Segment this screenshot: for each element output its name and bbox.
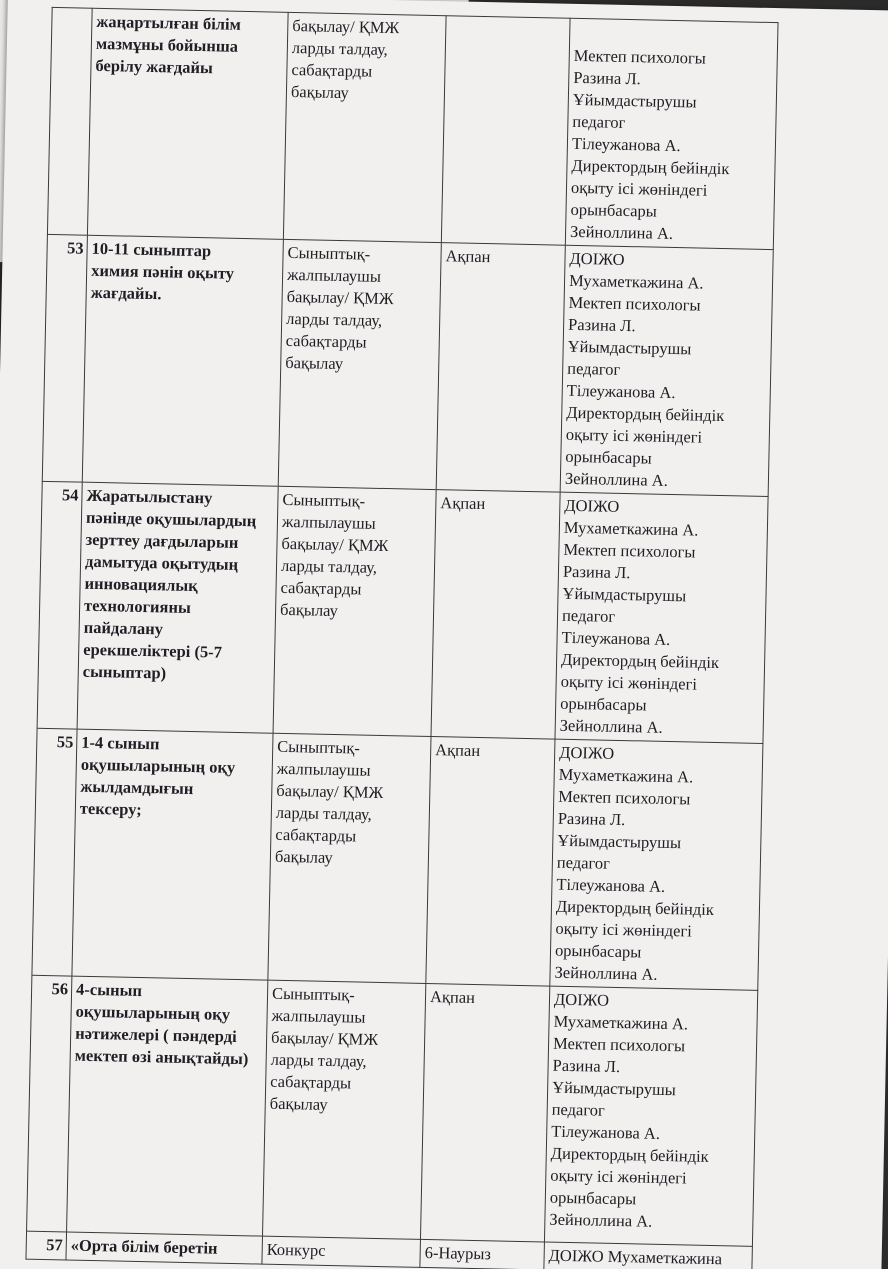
topic-text: 1-4 сынып оқушыларының оқу жылдамдығын тексеру; [79, 732, 236, 819]
row-method [273, 486, 436, 736]
method-text: Сыныптық- жалпылаушы бақылау/ ҚМЖ ларды талдау, сабақтарды бақылау [285, 242, 394, 374]
responsible-text: ДОІЖО Мухаметкажина А. Мектеп психологы Разина Л. Ұйымдастырушы педагог Тілеужанова А. Директордың бейіндік оқыту ісі жөніндегі орынбасары Зейноллина А. [554, 742, 715, 984]
row-number [47, 7, 92, 235]
row-date: Ақпан [420, 983, 549, 1242]
method-text: Конкурс [266, 1239, 326, 1260]
method-text: Сыныптық- жалпылаушы бақылау/ ҚМЖ ларды талдау, сабақтарды бақылау [269, 983, 379, 1114]
row-method [263, 980, 426, 1239]
row-responsible [560, 245, 773, 496]
row-responsible [555, 492, 768, 743]
row-topic [66, 1232, 263, 1264]
responsible-text: ДОІЖО Мухаметкажина [548, 1245, 723, 1269]
responsible-text: ДОІЖО Мухаметкажина А. Мектеп психологы Разина Л. Ұйымдастырушы педагог Тілеужанова А. Директордың бейіндік оқыту ісі жөніндегі орынбасары Зейноллина А. [559, 495, 720, 737]
table-row [32, 728, 763, 990]
topic-text: 4-сынып оқушыларының оқу нәтижелері ( пәндерді мектеп өзі анықтайды) [74, 979, 249, 1069]
row-number: 57 [26, 1231, 67, 1260]
row-responsible [565, 18, 778, 249]
row-topic [82, 235, 283, 486]
row-responsible [544, 986, 757, 1246]
responsible-text: Мектеп психологы Разина Л. Ұйымдастырушы педагог Тілеужанова А. Директордың бейіндік оқыту ісі жөніндегі орынбасары Зейноллина А. [569, 45, 730, 243]
table-row [42, 234, 773, 496]
topic-text: жаңартылған білім мазмұны бойынша берілу жағдайы [95, 11, 242, 78]
table-row [27, 975, 758, 1246]
table-row [37, 481, 768, 743]
row-method [283, 12, 446, 242]
row-number: 54 [37, 481, 82, 729]
responsible-text: ДОІЖО Мухаметкажина А. Мектеп психологы Разина Л. Ұйымдастырушы педагог Тілеужанова А. Директордың бейіндік оқыту ісі жөніндегі орынбасары Зейноллина А. [564, 248, 725, 490]
row-responsible [544, 1242, 753, 1269]
row-method [262, 1236, 421, 1267]
method-text: Сыныптық- жалпылаушы бақылау/ ҚМЖ ларды талдау, сабақтарды бақылау [274, 736, 384, 867]
row-method [268, 733, 431, 983]
row-topic [77, 482, 278, 733]
plan-table [25, 7, 778, 1269]
row-date: Ақпан [426, 737, 555, 987]
row-date: 6-Наурыз [420, 1239, 545, 1269]
row-date: Ақпан [436, 243, 565, 493]
topic-text: Жаратылыстану пәнінде оқушылардың зерттеу дағдыларын дамытуда оқытудың инновациялық технологияны пайдалану ерекшеліктері (5-7 сыныптар) [82, 485, 257, 683]
row-method [278, 239, 441, 489]
table-row [47, 7, 778, 249]
row-number: 55 [32, 728, 77, 976]
method-text: Сыныптық- жалпылаушы бақылау/ ҚМЖ ларды талдау, сабақтарды бақылау [279, 489, 389, 621]
row-topic [72, 729, 273, 980]
row-topic [67, 976, 268, 1236]
row-topic [87, 8, 288, 239]
responsible-text: ДОІЖО Мухаметкажина А. Мектеп психологы Разина Л. Ұйымдастырушы педагог Тілеужанова А. Директордың бейіндік оқыту ісі жөніндегі орынбасары Зейноллина А. [549, 989, 709, 1231]
topic-text: 10-11 сыныптар химия пәнін оқыту жағдайы. [90, 238, 235, 304]
row-date [441, 16, 570, 246]
row-number: 56 [27, 975, 72, 1232]
method-text: бақылау/ ҚМЖ ларды талдау, сабақтарды бақылау [290, 15, 400, 103]
topic-text: «Орта білім беретін [70, 1235, 218, 1258]
row-number: 53 [42, 234, 87, 482]
row-date: Ақпан [431, 490, 560, 740]
row-responsible [550, 739, 763, 990]
